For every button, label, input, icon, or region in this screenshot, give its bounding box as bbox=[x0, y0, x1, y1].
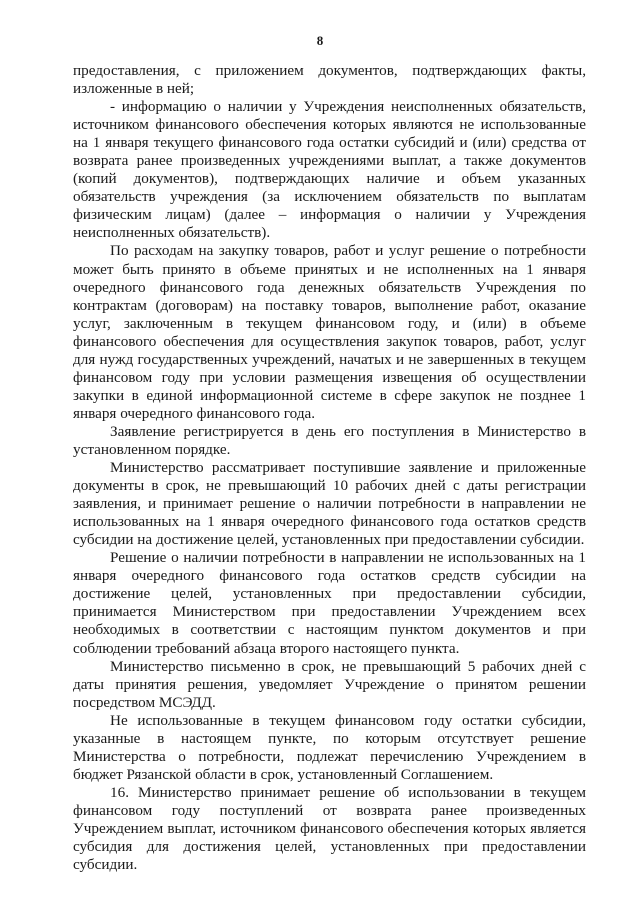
paragraph-unfulfilled-obligations-info: - информацию о наличии у Учреждения неисполненных обязательств, источником финансового обеспечения которых являются не использованные на 1 января текущего финансового года остатки субсидий и (или) средства от возврата ранее произведенных учреждениями выплат, а также документов (копий документов), подтверждающих наличие и объем указанных обязательств учреждения (за исключением обязательств по выплатам физическим лицам) (далее – информация о наличии у Учреждения неисполненных обязательств). bbox=[73, 98, 586, 242]
paragraph-application-registration: Заявление регистрируется в день его поступления в Министерство в установленном порядке. bbox=[73, 422, 586, 458]
paragraph-need-decision: Решение о наличии потребности в направлении не использованных на 1 января очередного финансового года остатков средств субсидии на достижение целей, установленных при предоставлении субсидии, принимается Министерством при предоставлении Учреждением всех необходимых в соответствии с настоящим пунктом документов и при соблюдении требований абзаца второго настоящего пункта. bbox=[73, 549, 586, 657]
document-body bbox=[73, 62, 586, 874]
paragraph-item-16: 16. Министерство принимает решение об использовании в текущем финансовом году поступлений от возврата ранее произведенных Учреждением выплат, источником финансового обеспечения которых является субсидия для достижения целей, установленных при предоставлении субсидии. bbox=[73, 783, 586, 874]
paragraph-unused-balances: Не использованные в текущем финансовом году остатки субсидии, указанные в настоящем пункте, по которым отсутствует решение Министерства о потребности, подлежат перечислению Учреждением в бюджет Рязанской области в срок, установленный Соглашением. bbox=[73, 711, 586, 783]
paragraph-ministry-review: Министерство рассматривает поступившие заявление и приложенные документы в срок, не превышающий 10 рабочих дней с даты регистрации заявления, и принимает решение о наличии потребности в направлении не использованных на 1 января очередного финансового года остатков средств субсидии на достижение целей, установленных при предоставлении субсидии. bbox=[73, 459, 586, 549]
paragraph-continuation: предоставления, с приложением документов, подтверждающих факты, изложенные в ней; bbox=[73, 62, 586, 98]
paragraph-procurement-expenses: По расходам на закупку товаров, работ и услуг решение о потребности может быть принято в объеме принятых и не исполненных на 1 января очередного финансового года денежных обязательств Учреждения по контрактам (договорам) на поставку товаров, выполнение работ, оказание услуг, заключенным в текущем финансовом году, и (или) в объеме финансового обеспечения для осуществления закупок товаров, работ, услуг для нужд государственных учреждений, начатых и не завершенных в текущем финансовом году при условии размещения извещения об осуществлении закупки в единой информационной системе в сфере закупок не позднее 1 января очередного финансового года. bbox=[73, 242, 586, 422]
page-number: 8 bbox=[316, 33, 324, 48]
paragraph-notification: Министерство письменно в срок, не превышающий 5 рабочих дней с даты принятия решения, уведомляет Учреждение о принятом решении посредством МСЭДД. bbox=[73, 657, 586, 711]
